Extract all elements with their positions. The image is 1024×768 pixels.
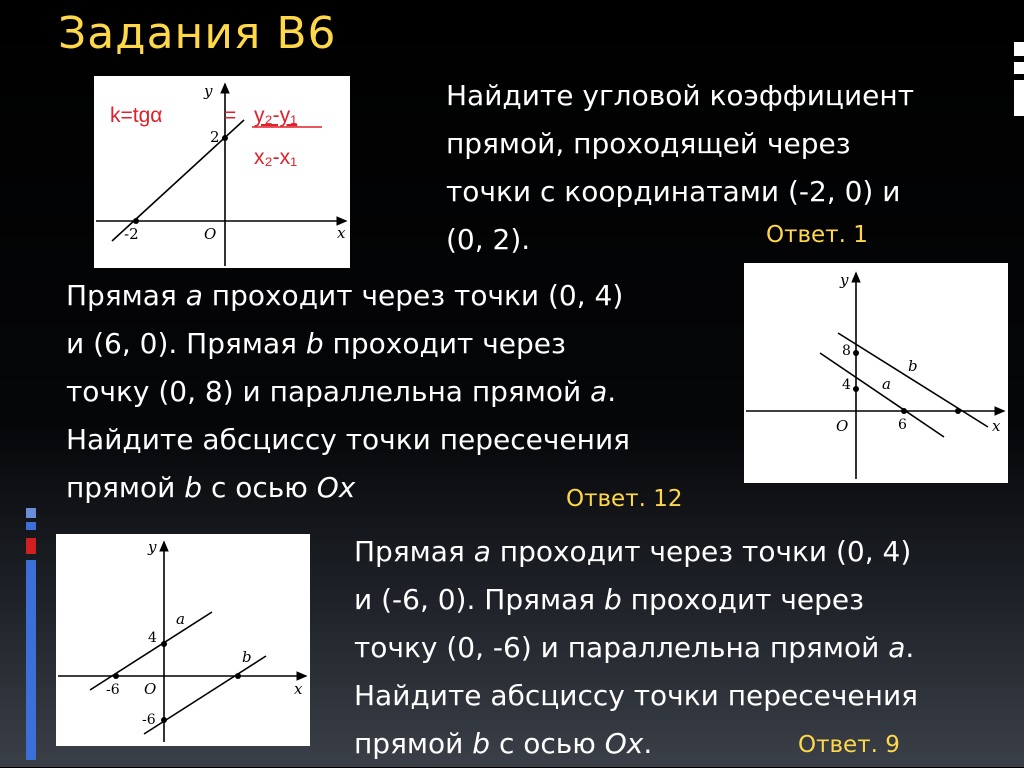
math-variable: a: [185, 279, 203, 312]
line-b-label: b: [242, 648, 252, 666]
math-variable: Ox: [604, 727, 644, 760]
axis-label-y: y: [840, 271, 849, 289]
point-0-4: [853, 386, 859, 392]
problem-3-line: прямой b с осью Ox.: [354, 727, 653, 760]
tick-label-m2: -2: [124, 225, 139, 243]
math-variable: a: [473, 535, 491, 568]
figure-1-graph: [94, 76, 350, 268]
line-a: [90, 612, 212, 690]
answer-2: Ответ. 12: [566, 486, 683, 512]
problem-1-line: (0, 2).: [446, 223, 531, 256]
point-0-8: [853, 350, 859, 356]
point-m6-0: [113, 673, 119, 679]
tick-label-m6-y: -6: [142, 712, 156, 728]
tick-label-4: 4: [842, 377, 851, 393]
problem-1-text: [446, 72, 1006, 264]
axis-label-y: y: [204, 82, 213, 100]
formula-numerator: y₂-y₁: [254, 104, 298, 127]
origin-label: O: [144, 680, 157, 698]
axis-label-x: x: [337, 224, 346, 242]
point-0-m6: [161, 717, 167, 723]
problem-3-line: точку (0, -6) и параллельна прямой a.: [354, 631, 915, 664]
formula-eq: =: [224, 104, 237, 127]
formula-denominator: x₂-x₁: [254, 146, 298, 169]
axis-label-y: y: [148, 538, 157, 556]
formula-lhs: k=tgα: [110, 104, 163, 127]
point-m2-0: [133, 218, 139, 224]
tick-label-2: 2: [210, 128, 220, 146]
tick-label-4: 4: [148, 630, 157, 646]
problem-2-line: Найдите абсциссу точки пересечения: [66, 423, 631, 456]
problem-2-line: точку (0, 8) и параллельна прямой a.: [66, 375, 617, 408]
origin-label: O: [836, 417, 849, 435]
line-a-label: a: [176, 610, 185, 628]
math-variable: a: [888, 631, 906, 664]
problem-3-line: Прямая a проходит через точки (0, 4): [354, 535, 912, 568]
math-variable: a: [590, 375, 608, 408]
figure-3-graph: [56, 534, 310, 746]
point-9-0: [235, 673, 241, 679]
problem-3-line: и (-6, 0). Прямая b проходит через: [354, 583, 865, 616]
answer-3: Ответ. 9: [798, 732, 900, 758]
point-6-0: [901, 408, 907, 414]
axis-label-x: x: [294, 680, 303, 698]
slide-title: Задания В6: [58, 8, 337, 59]
tick-label-6: 6: [898, 417, 907, 433]
figure-2-graph: [744, 263, 1008, 483]
math-variable: b: [603, 583, 622, 616]
problem-2-line: прямой b с осью Ox: [66, 471, 356, 504]
math-variable: Ox: [316, 471, 356, 504]
math-variable: b: [184, 471, 203, 504]
point-12-0: [955, 408, 961, 414]
point-0-4: [161, 641, 167, 647]
origin-label: O: [204, 225, 217, 243]
problem-2-line: Прямая a проходит через точки (0, 4): [66, 279, 624, 312]
tick-label-8: 8: [842, 343, 851, 359]
math-variable: b: [472, 727, 491, 760]
problem-1-line: точки с координатами (-2, 0) и: [446, 175, 901, 208]
line-b-label: b: [908, 357, 918, 375]
point-0-2: [222, 135, 228, 141]
problem-1-line: Найдите угловой коэффициент: [446, 79, 915, 112]
problem-2-text: [66, 272, 726, 512]
tick-label-m6-x: -6: [106, 682, 120, 698]
problem-3-text: [354, 528, 1018, 768]
math-variable: b: [305, 327, 324, 360]
problem-1-line: прямой, проходящей через: [446, 127, 851, 160]
axis-label-x: x: [992, 417, 1001, 435]
line-a-label: a: [882, 375, 891, 393]
problem-2-line: и (6, 0). Прямая b проходит через: [66, 327, 566, 360]
answer-1: Ответ. 1: [766, 222, 868, 248]
problem-3-line: Найдите абсциссу точки пересечения: [354, 679, 919, 712]
